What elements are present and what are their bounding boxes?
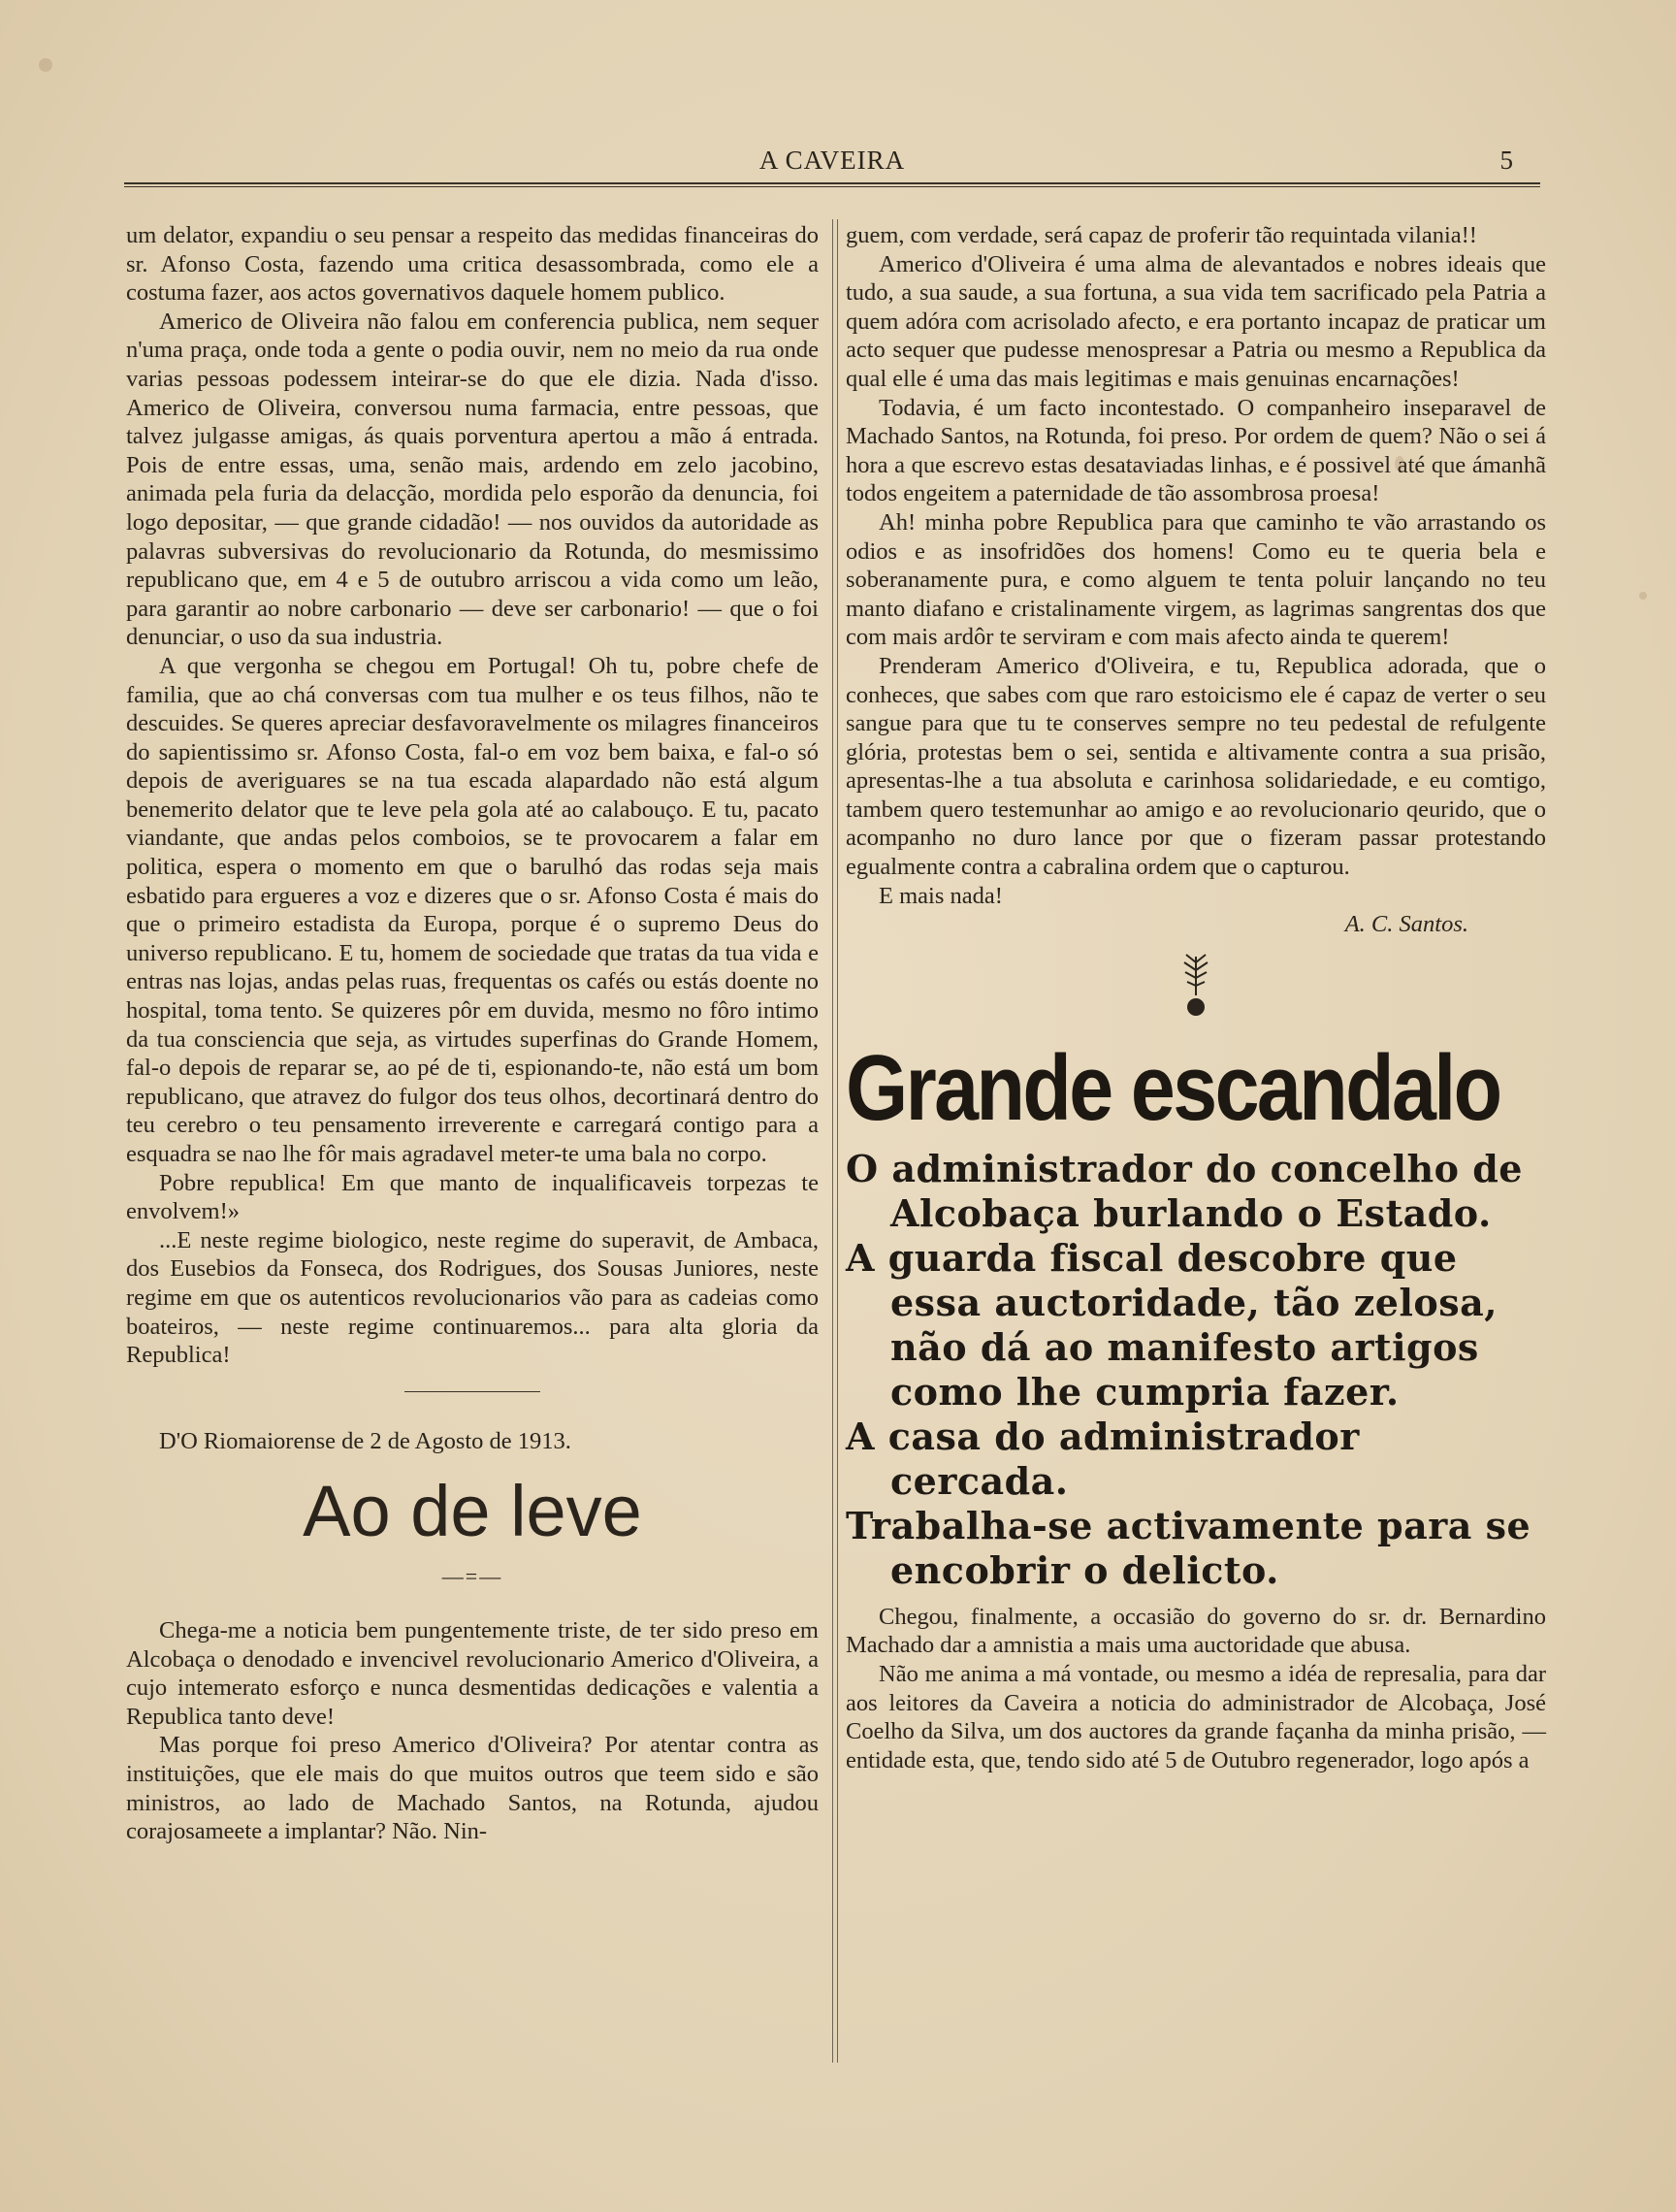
page-number: 5	[1499, 146, 1513, 175]
article-title: Ao de leve	[303, 1471, 642, 1552]
page-header	[124, 144, 1540, 182]
paragraph: E mais nada!	[879, 882, 1003, 909]
title-ornament: —=—	[441, 1564, 503, 1589]
paper-stain	[1639, 592, 1647, 600]
subheading: A casa do administrador cercada.	[846, 1414, 1360, 1503]
subheading: A guarda fiscal descobre que essa auctoridade, tão zelosa, não dá ao manifesto artigos como lhe cumpria fazer.	[846, 1235, 1498, 1414]
source-citation: D'O Riomaiorense de 2 de Agosto de 1913.	[159, 1427, 571, 1454]
column-divider	[832, 219, 838, 2063]
header-rule	[124, 182, 1540, 187]
paragraph: Chega-me a noticia bem pungentemente triste, de ter sido preso em Alcobaça o denodado e invencivel revolucionario Americo d'Oliveira, a cujo intemerato esforço e nunca desmentidas dedicações e valentia a Republica tanto deve!	[126, 1616, 819, 1730]
paragraph: ...E neste regime biologico, neste regime do superavit, de Ambaca, dos Eusebios da Fonseca, dos Rodrigues, dos Sousas Juniores, neste regime em que os autenticos revolucionarios vão para as cadeias como boateiros, — neste regime continuaremos... para alta gloria da Republica!	[126, 1226, 819, 1369]
headline: Grande escandalo	[846, 1035, 1500, 1140]
paragraph: Não me anima a má vontade, ou mesmo a idéa de represalia, para dar aos leitores da Caveira a noticia do administrador de Alcobaça, José Coelho da Silva, um dos auctores da grande façanha da minha prisão, — entidade esta, que, tendo sido até 5 de Outubro regenerador, logo após a	[846, 1661, 1546, 1773]
paragraph: Ah! minha pobre Republica para que caminho te vão arrastando os odios e as insofridões dos homens! Como eu te queria bela e soberanamente pura, e como alguem te tenta poluir lançando no teu manto diafano e cristalinamente virgem, as lagrimas sangrentas dos que com mais ardôr te serviram e com mais afecto ainda te querem!	[846, 508, 1546, 651]
subheading: O administrador do concelho de Alcobaça burlando o Estado.	[846, 1146, 1523, 1235]
section-rule	[404, 1391, 540, 1392]
paragraph: guem, com verdade, será capaz de proferir tão requintada vilania!!	[846, 222, 1477, 248]
subheadings	[846, 1147, 1546, 1593]
signature: A. C. Santos.	[1344, 911, 1468, 938]
newspaper-title: A CAVEIRA	[758, 146, 906, 175]
paragraph: Americo de Oliveira não falou em conferencia publica, nem sequer n'uma praça, onde toda a gente o podia ouvir, nem no meio da rua onde varias pessoas podessem inteirar-se do que ele dizia. Nada d'isso. Americo de Oliveira, conversou numa farmacia, entre pessoas, que talvez julgasse amigas, ás quais porventura apertou a mão á entrada. Pois de entre essas, uma, senão mais, ardendo em zelo jacobino, animada pela furia da delacção, mordida pelo esporão da denuncia, foi logo depositar, — que grande cidadão! — nos ouvidos da autoridade as palavras subversivas do revolucionario da Rotunda, do mesmissimo republicano que, em 4 e 5 de outubro arriscou a vida como um leão, para garantir ao nobre carbonario — deve ser carbonario! — que o foi denunciar, o uso da sua industria.	[126, 308, 819, 651]
paragraph: Pobre republica! Em que manto de inqualificaveis torpezas te envolvem!»	[126, 1169, 819, 1225]
paragraph: Prenderam Americo d'Oliveira, e tu, Republica adorada, que o conheces, que sabes com que raro estoicismo ele é capaz de verter o seu sangue para que tu te conserves sempre no teu pedestal de refulgente glória, protestas bem o sei, sentida e altivamente contra a sua prisão, apresentas-lhe a tua absoluta e carinhosa solidariedade, e eu comtigo, tambem quero testemunhar ao amigo e ao revolucionario qeurido, que o acompanho no duro lance por que o fizeram passar protestando egualmente contra a cabralina ordem que o capturou.	[846, 652, 1546, 881]
paper-stain	[39, 58, 52, 72]
right-column	[846, 221, 1546, 1774]
paragraph: Chegou, finalmente, a occasião do governo do sr. dr. Bernardino Machado dar a amnistia a mais uma auctoridade que abusa.	[846, 1603, 1546, 1659]
paragraph: A que vergonha se chegou em Portugal! Oh tu, pobre chefe de familia, que ao chá conversas com tua mulher e os teus filhos, não te descuides. Se queres apreciar desfavoravelmente os milagres financeiros do sapientissimo sr. Afonso Costa, fal-o em voz bem baixa, e fal-o só depois de averiguares se na tua escada alapardado não está algum benemerito delator que te leve pela gola até ao calabouço. E tu, pacato viandante, que andas pelos comboios, se te provocarem a falar em politica, espera o momento em que o barulhó das rodas seja mais esbatido para ergueres a voz e dizeres que o sr. Afonso Costa é mais do que o primeiro estadista da Europa, porque é o supremo Deus do universo republicano. E tu, homem de sociedade que tratas da tua vida e entras nas lojas, andas pelas ruas, frequentas os cafés ou estás doente no hospital, toma tento. Se quizeres pôr em duvida, mesmo no fôro intimo da tua consciencia que seja, as virtudes superfinas do Grande Homem, fal-o depois de reparar se, ao pé de ti, espionando-te, não está um bom republicano, que atravez do fulgor dos teus olhos, decortinará dentro do teu cerebro o teu pensamento irreverente e carregará contigo para a esquadra se nao lhe fôr mais agradavel meter-te uma bala no corpo.	[126, 652, 819, 1167]
feather-flourish-icon	[1176, 953, 1215, 1023]
paragraph: Americo d'Oliveira é uma alma de alevantados e nobres ideais que tudo, a sua saude, a sua fortuna, a sua vida tem sacrificado pela Patria a quem adóra com acrisolado afecto, e era portanto incapaz de praticar um acto sequer que pudesse menospresar a Patria ou mesmo a Republica da qual elle é uma das mais legitimas e mais genuinas encarnações!	[846, 250, 1546, 392]
paragraph: Todavia, é um facto incontestado. O companheiro inseparavel de Machado Santos, na Rotunda, foi preso. Por ordem de quem? Não o sei á hora a que escrevo estas desataviadas linhas, e é possivel até que ámanhã todos engeitem a paternidade de tão assombrosa proesa!	[846, 394, 1546, 507]
paragraph: um delator, expandiu o seu pensar a respeito das medidas financeiras do sr. Afonso Costa, fazendo uma critica desassombrada, como ele a costuma fazer, aos actos governativos daquele homem publico.	[126, 222, 819, 307]
left-column	[126, 221, 819, 1846]
subheading: Trabalha-se activamente para se encobrir o delicto.	[846, 1503, 1531, 1592]
paragraph: Mas porque foi preso Americo d'Oliveira? Por atentar contra as instituições, que ele mais do que muitos outros que teem sido e são ministros, ao lado de Machado Santos, na Rotunda, ajudou corajosameete a implantar? Não. Nin-	[126, 1732, 819, 1845]
